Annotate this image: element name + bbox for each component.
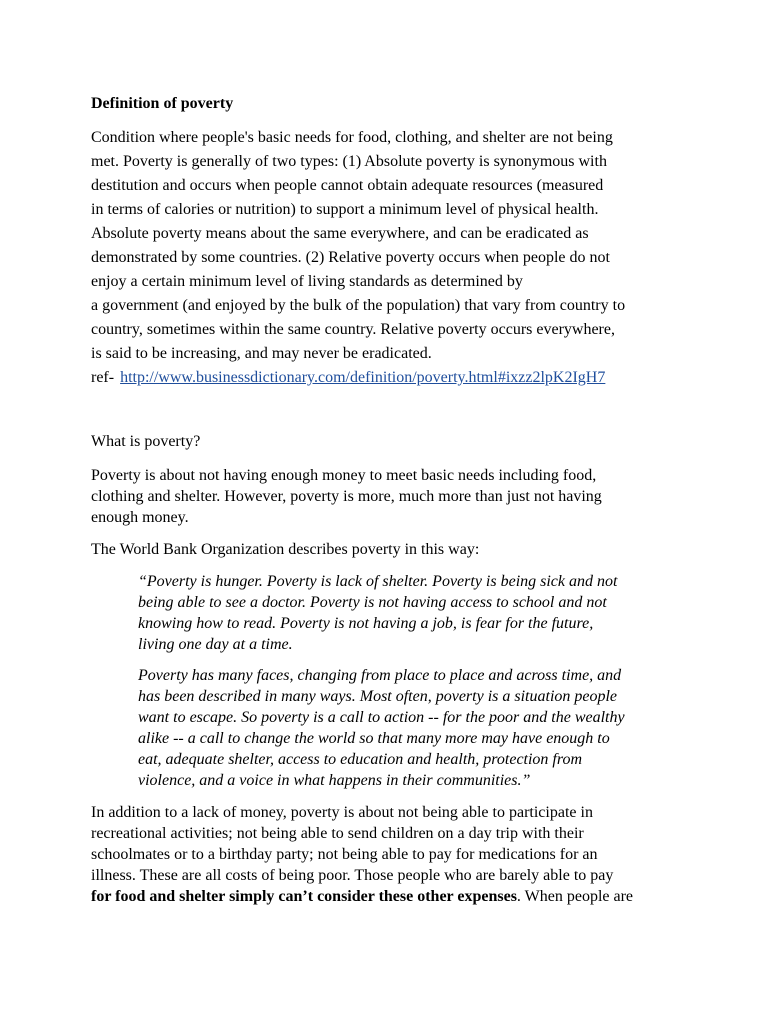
- quote-line: eat, adequate shelter, access to education and health, protection from: [138, 751, 583, 768]
- definition-line: Absolute poverty means about the same everywhere, and can be eradicated as: [91, 225, 589, 242]
- intro-line: enough money.: [91, 509, 189, 526]
- closing-tail: . When people are: [516, 888, 634, 905]
- quote-line: has been described in many ways. Most often, poverty is a situation people: [138, 688, 618, 705]
- spacer: [91, 452, 681, 465]
- quote-line: want to escape. So poverty is a call to action -- for the poor and the wealthy: [138, 709, 625, 726]
- quote-line: knowing how to read. Poverty is not having a job, is fear for the future,: [138, 615, 594, 632]
- definition-line: demonstrated by some countries. (2) Relative poverty occurs when people do not: [91, 249, 610, 266]
- document-page: [91, 93, 681, 907]
- intro-line: Poverty is about not having enough money to meet basic needs including food,: [91, 467, 597, 484]
- quote-line: living one day at a time.: [138, 636, 293, 653]
- definition-line: a government (and enjoyed by the bulk of the population) that vary from country to: [91, 297, 626, 314]
- definition-line: enjoy a certain minimum level of living standards as determined by: [91, 273, 523, 290]
- spacer: [91, 390, 681, 431]
- closing-line-last: [91, 886, 681, 907]
- reference-link[interactable]: http://www.businessdictionary.com/definition/poverty.html#ixzz2lpK2IgH7: [120, 369, 606, 386]
- closing-line: illness. These are all costs of being poor. Those people who are barely able to pay: [91, 867, 614, 884]
- definition-line: in terms of calories or nutrition) to support a minimum level of physical health.: [91, 201, 599, 218]
- spacer: [91, 528, 681, 539]
- definition-line: is said to be increasing, and may never be eradicated.: [91, 345, 432, 362]
- world-bank-lead: The World Bank Organization describes poverty in this way:: [91, 541, 480, 558]
- quote-line: “Poverty is hunger. Poverty is lack of shelter. Poverty is being sick and not: [138, 573, 618, 590]
- quote-paragraph-2: [138, 665, 681, 791]
- definition-line: destitution and occurs when people cannot obtain adequate resources (measured: [91, 177, 604, 194]
- reference-line: [91, 366, 681, 390]
- intro-paragraph: [91, 465, 681, 528]
- quote-line: Poverty has many faces, changing from place to place and across time, and: [138, 667, 622, 684]
- intro-line: clothing and shelter. However, poverty is more, much more than just not having: [91, 488, 602, 505]
- definition-line: country, sometimes within the same country. Relative poverty occurs everywhere,: [91, 321, 615, 338]
- page-title: Definition of poverty: [91, 95, 234, 112]
- quote-paragraph-1: [138, 571, 681, 655]
- quote-line: being able to see a doctor. Poverty is not having access to school and not: [138, 594, 607, 611]
- definition-line: met. Poverty is generally of two types: (1) Absolute poverty is synonymous with: [91, 153, 607, 170]
- spacer: [91, 791, 681, 802]
- section-question: What is poverty?: [91, 433, 201, 450]
- reference-label: ref-: [91, 369, 115, 386]
- spacer: [91, 560, 681, 571]
- quote-line: alike -- a call to change the world so that many more may have enough to: [138, 730, 610, 747]
- definition-paragraph: [91, 126, 681, 390]
- definition-line: Condition where people's basic needs for food, clothing, and shelter are not being: [91, 129, 613, 146]
- closing-paragraph: [91, 802, 681, 907]
- closing-line: recreational activities; not being able to send children on a day trip with their: [91, 825, 584, 842]
- quote-line: violence, and a voice in what happens in their communities.”: [138, 772, 531, 789]
- closing-line: schoolmates or to a birthday party; not being able to pay for medications for an: [91, 846, 598, 863]
- spacer: [91, 655, 681, 665]
- closing-line: In addition to a lack of money, poverty is about not being able to participate in: [91, 804, 593, 821]
- closing-bold-run: for food and shelter simply can’t consider these other expenses: [91, 888, 517, 905]
